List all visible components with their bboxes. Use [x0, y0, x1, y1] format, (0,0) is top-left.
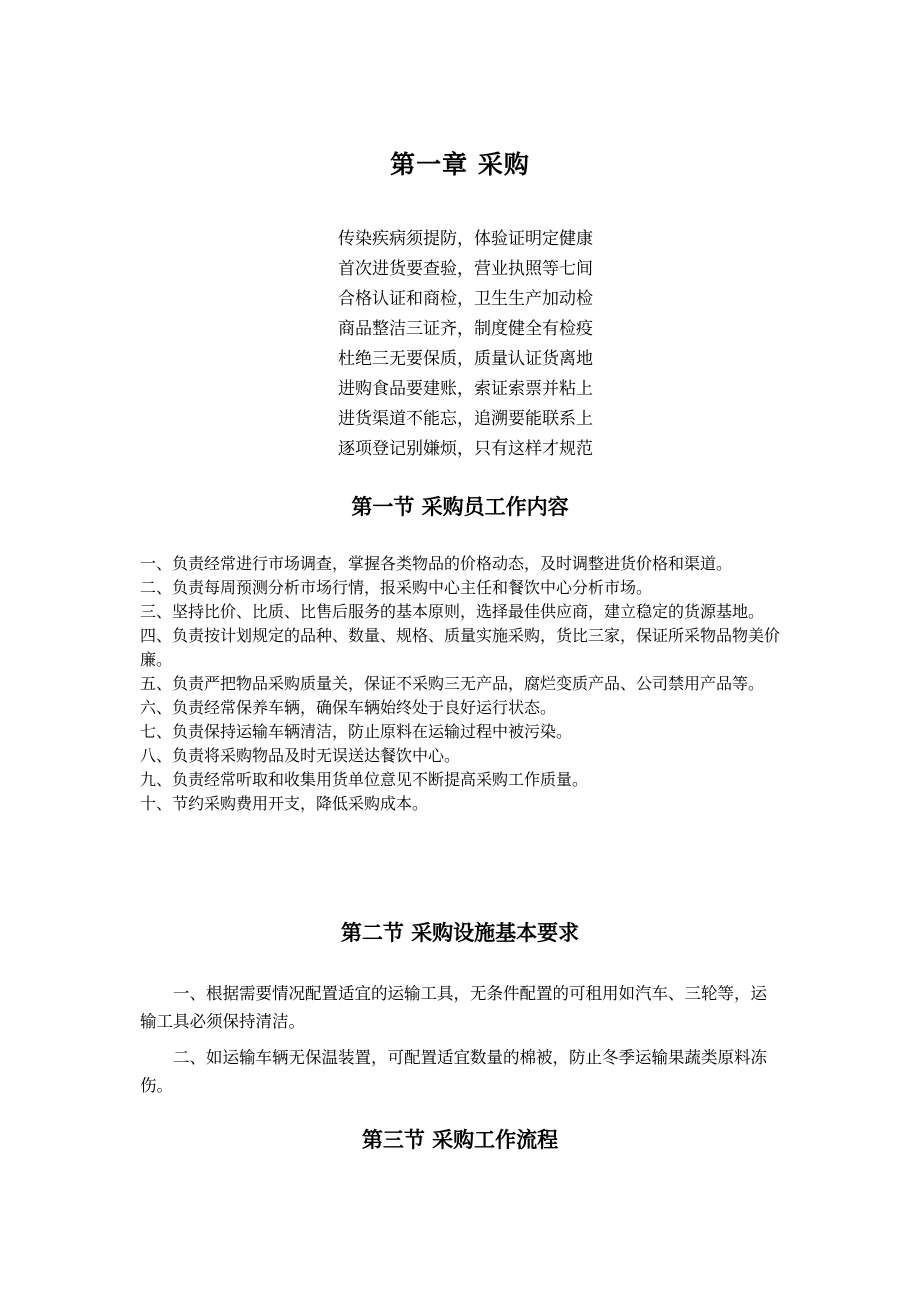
list-item: 七、负责保持运输车辆清洁，防止原料在运输过程中被污染。 [140, 722, 573, 741]
verse-line: 首次进货要查验，营业执照等七间 [338, 259, 593, 279]
list-item: 三、坚持比价、比质、比售后服务的基本原则，选择最佳供应商，建立稳定的货源基地。 [140, 602, 765, 621]
paragraph: 一、根据需要情况配置适宜的运输工具，无条件配置的可租用如汽车、三轮等，运输工具必须保持清洁。 [140, 984, 767, 1031]
requirements-body [140, 980, 780, 1108]
section-2-title: 第二节 采购设施基本要求 [340, 921, 580, 945]
duty-list [140, 552, 780, 816]
verse-block [338, 224, 593, 464]
verse-line: 传染疾病须提防，体验证明定健康 [338, 229, 593, 249]
section-3-title: 第三节 采购工作流程 [361, 1128, 559, 1152]
verse-line: 进货渠道不能忘，追溯要能联系上 [338, 409, 593, 429]
paragraph: 二、如运输车辆无保温装置，可配置适宜数量的棉被，防止冬季运输果蔬类原料冻伤。 [140, 1048, 767, 1095]
list-item: 四、负责按计划规定的品种、数量、规格、质量实施采购，货比三家，保证所采物品物美价廉。 [140, 626, 781, 669]
list-item: 五、负责严把物品采购质量关，保证不采购三无产品，腐烂变质产品、公司禁用产品等。 [140, 674, 765, 693]
verse-line: 商品整洁三证齐，制度健全有检疫 [338, 319, 593, 339]
list-item: 八、负责将采购物品及时无误送达餐饮中心。 [140, 746, 461, 765]
list-item: 二、负责每周预测分析市场行情，报采购中心主任和餐饮中心分析市场。 [140, 578, 653, 597]
list-item: 十、节约采购费用开支，降低采购成本。 [140, 794, 429, 813]
list-item: 一、负责经常进行市场调查，掌握各类物品的价格动态，及时调整进货价格和渠道。 [140, 554, 733, 573]
list-item: 六、负责经常保养车辆，确保车辆始终处于良好运行状态。 [140, 698, 557, 717]
section-1-title: 第一节 采购员工作内容 [351, 495, 569, 519]
verse-line: 进购食品要建账，索证索票并粘上 [338, 379, 593, 399]
list-item: 九、负责经常听取和收集用货单位意见不断提高采购工作质量。 [140, 770, 589, 789]
verse-line: 合格认证和商检，卫生生产加动检 [338, 289, 593, 309]
verse-line: 杜绝三无要保质，质量认证货离地 [338, 349, 593, 369]
chapter-title: 第一章 采购 [390, 150, 530, 179]
verse-line: 逐项登记别嫌烦，只有这样才规范 [338, 439, 593, 459]
